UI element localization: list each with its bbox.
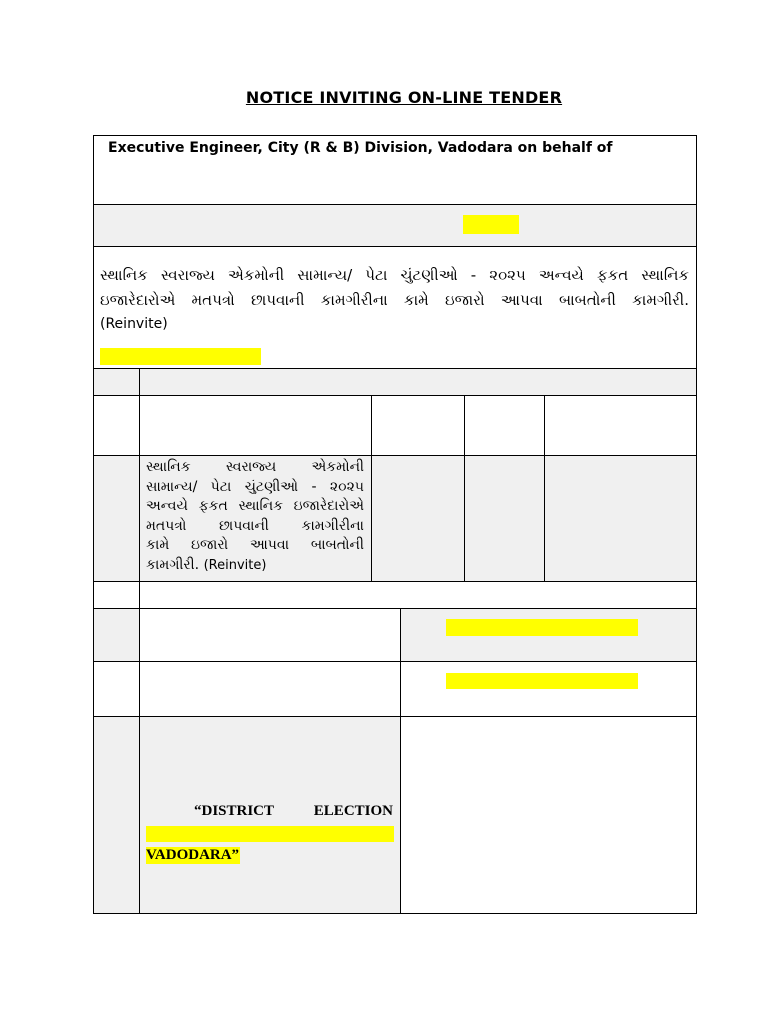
highlight-date-2: [446, 673, 638, 689]
table-row-10c: [400, 716, 697, 914]
table-row-8b: [139, 608, 401, 662]
work-description-line2: ઇજારેદારોએ મતપત્રો છાપવાની કામગીરીના કામે ઇજારો આપવા બાબતોની કામગીરી.: [100, 291, 689, 309]
highlight-tender-id: [463, 215, 519, 234]
table-row-7b: [139, 581, 697, 609]
table-work-last-line: [146, 556, 364, 576]
table-work-line: મતપત્રો છાપવાની કામગીરીના: [146, 517, 364, 534]
highlight-date-1: [446, 619, 638, 636]
tender-id-row: [93, 204, 697, 247]
work-row-emd: [464, 455, 545, 582]
notice-title: NOTICE INVITING ON-LINE TENDER: [245, 88, 563, 107]
reinvite-label: (Reinvite): [100, 316, 168, 332]
table-work-line: કામે ઇજારો આપવા બાબતોની: [146, 537, 364, 553]
header-text: Executive Engineer, City (R & B) Division, Vadodara on behalf of: [108, 140, 613, 156]
table-row-4a: [93, 368, 140, 396]
table-row-7a: [93, 581, 140, 609]
table-row-9a: [93, 661, 140, 717]
col-header-work: [139, 395, 372, 456]
highlight-payee: [146, 826, 394, 842]
col-header-emd: [464, 395, 545, 456]
table-row-4b: [139, 368, 697, 396]
work-description-line1: સ્થાનિક સ્વરાજ્ય એકમોની સામાન્ય/ પેટા ચુંટણીઓ - ૨૦૨૫ અન્વયે ફકત સ્થાનિક: [100, 266, 689, 284]
table-row-10a: [93, 716, 140, 914]
table-reinvite-label: (Reinvite): [203, 557, 267, 573]
table-work-line: સ્થાનિક સ્વરાજ્ય એકમોની: [146, 459, 364, 475]
payee-line1: “DISTRICT ELECTION: [194, 803, 393, 819]
table-row-8a: [93, 608, 140, 662]
col-header-period: [544, 395, 697, 456]
work-row-period: [544, 455, 697, 582]
table-work-line: સામાન્ય/ પેટા ચુંટણીઓ - ૨૦૨૫: [146, 478, 364, 495]
work-row-sr: [93, 455, 140, 582]
table-work-line: કામગીરી.: [146, 556, 200, 573]
col-header-sr: [93, 395, 140, 456]
table-row-9c: [400, 661, 697, 717]
table-work-text: [146, 458, 364, 575]
highlight-description: [100, 348, 261, 365]
table-work-line: અન્વયે ફકત સ્થાનિક ઇજારેદારોએ: [146, 498, 364, 514]
header-cell: [93, 135, 697, 205]
table-row-9b: [139, 661, 401, 717]
col-header-cost: [371, 395, 465, 456]
work-row-cost: [371, 455, 465, 582]
payee-line3: VADODARA”: [146, 847, 240, 863]
